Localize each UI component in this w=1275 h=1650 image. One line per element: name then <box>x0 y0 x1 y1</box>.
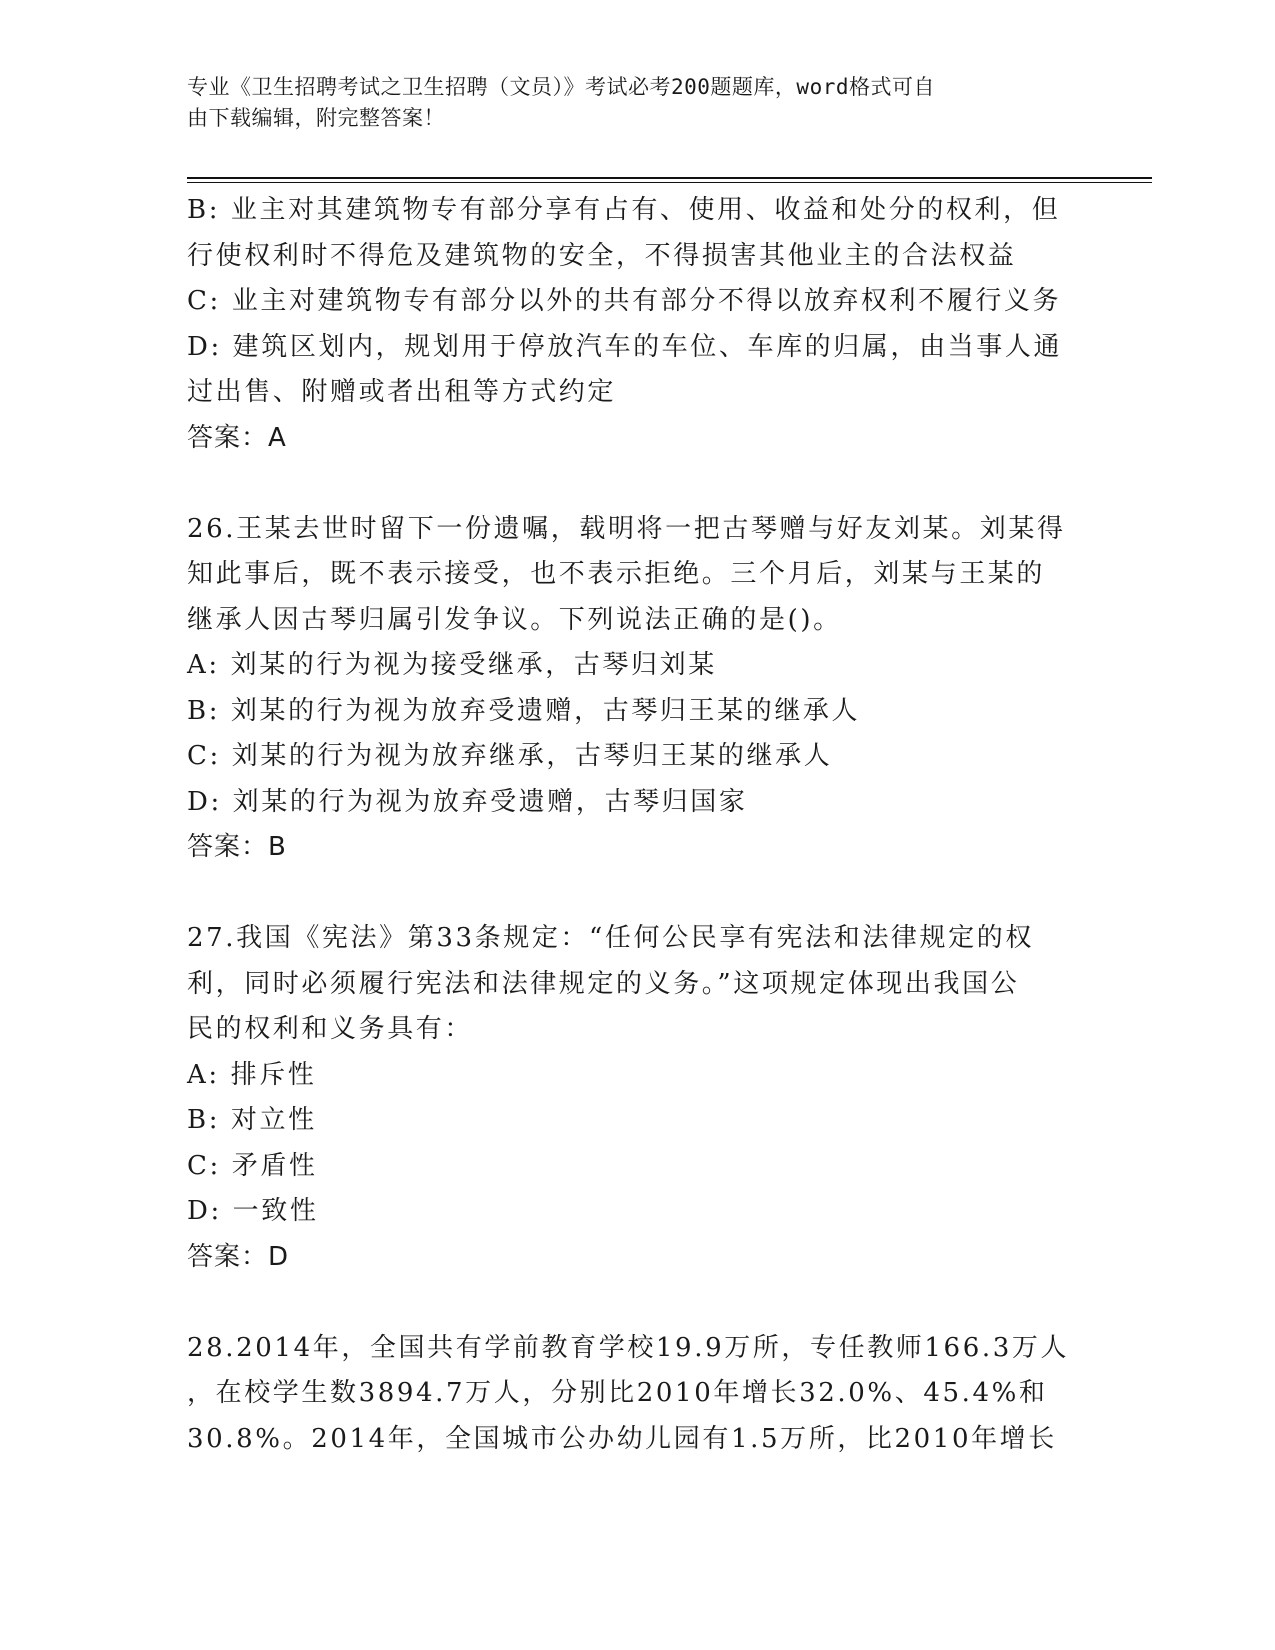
header-rule-thick <box>187 177 1152 179</box>
option-c: C: 刘某的行为视为放弃继承，古琴归王某的继承人 <box>187 741 833 771</box>
question-27 <box>187 916 1087 1280</box>
header-line-1: 专业《卫生招聘考试之卫生招聘（文员）》考试必考200题题库，word格式可自 <box>187 75 935 99</box>
option-d-line-1: D: 建筑区划内，规划用于停放汽车的车位、车库的归属，由当事人通 <box>187 331 1063 362</box>
answer-25: 答案：A <box>187 422 287 453</box>
option-a: A: 排斥性 <box>187 1059 317 1090</box>
question-stem-line-1: 27.我国《宪法》第33条规定：“任何公民享有宪法和法律规定的权 <box>187 923 1034 953</box>
option-d: D: 刘某的行为视为放弃受遗赠，古琴归国家 <box>187 786 748 817</box>
answer-27: 答案：D <box>187 1241 290 1272</box>
option-b: B: 对立性 <box>187 1105 317 1135</box>
spacer <box>187 1280 1087 1326</box>
question-stem-line-3: 30.8%。2014年，全国城市公办幼儿园有1.5万所，比2010年增长 <box>187 1423 1057 1454</box>
question-stem-line-3: 民的权利和义务具有： <box>187 1014 474 1044</box>
question-stem-line-3: 继承人因古琴归属引发争议。下列说法正确的是()。 <box>187 604 842 635</box>
option-b-line-2: 行使权利时不得危及建筑物的安全，不得损害其他业主的合法权益 <box>187 240 1017 271</box>
header-line-2: 由下载编辑，附完整答案！ <box>187 106 445 130</box>
option-d: D: 一致性 <box>187 1196 319 1226</box>
option-b: B: 刘某的行为视为放弃受遗赠，古琴归王某的继承人 <box>187 695 861 726</box>
answer-26: 答案：B <box>187 832 287 862</box>
option-a: A: 刘某的行为视为接受继承，古琴归刘某 <box>187 650 717 680</box>
question-stem-line-2: 知此事后，既不表示接受，也不表示拒绝。三个月后，刘某与王某的 <box>187 559 1046 589</box>
question-stem-line-2: ，在校学生数3894.7万人，分别比2010年增长32.0%、45.4%和 <box>187 1378 1048 1408</box>
header-rule-thin <box>187 182 1152 183</box>
question-stem-line-2: 利，同时必须履行宪法和法律规定的义务。”这项规定体现出我国公 <box>187 968 1020 999</box>
option-c: C: 业主对建筑物专有部分以外的共有部分不得以放弃权利不履行义务 <box>187 286 1062 316</box>
document-body <box>187 188 1087 1462</box>
question-stem-line-1: 28.2014年，全国共有学前教育学校19.9万所，专任教师166.3万人 <box>187 1332 1070 1363</box>
question-28 <box>187 1326 1087 1463</box>
question-stem-line-1: 26.王某去世时留下一份遗嘱，载明将一把古琴赠与好友刘某。刘某得 <box>187 513 1066 544</box>
spacer <box>187 871 1087 917</box>
spacer <box>187 461 1087 507</box>
question-26 <box>187 507 1087 871</box>
option-d-line-2: 过出售、附赠或者出租等方式约定 <box>187 377 617 407</box>
document-header <box>187 72 1067 134</box>
option-c: C: 矛盾性 <box>187 1150 318 1181</box>
question-25-tail <box>187 188 1087 461</box>
option-b-line-1: B: 业主对其建筑物专有部分享有占有、使用、收益和处分的权利，但 <box>187 195 1061 225</box>
